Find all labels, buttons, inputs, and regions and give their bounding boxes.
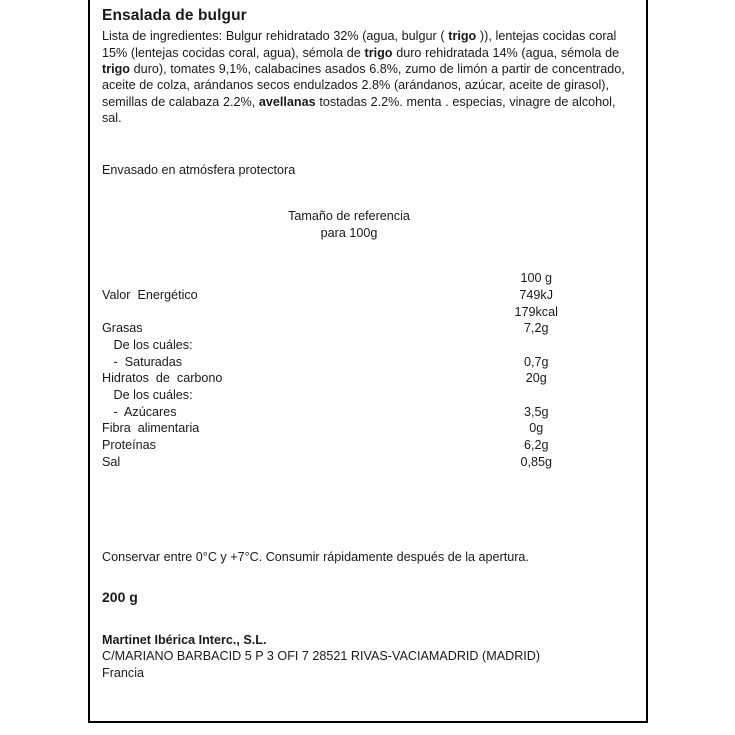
nutrient-value	[438, 337, 634, 354]
table-header-row	[102, 270, 634, 287]
nutrient-value: 0,85g	[520, 454, 552, 469]
reference-size-line-1: Tamaño de referencia	[288, 209, 410, 224]
nutrient-label: Hidratos de carbono	[102, 371, 223, 386]
column-header-100g: 100 g	[520, 271, 552, 286]
ingredient-text-segment: duro), tomates 9,1%, calabacines asados 6.8%, zumo de limón a partir de concentrado, aceite de colza, arándanos secos endulzados 2.8% (arándanos, azúcar, aceite de girasol), semillas de calabaza 2.2%,	[102, 61, 625, 109]
company-country: Francia	[102, 665, 144, 680]
nutrient-label: Grasas	[102, 321, 143, 336]
nutrient-value: 3,5g	[523, 404, 549, 419]
nutrient-value: 20g	[525, 371, 547, 386]
nutrient-value: 0g	[529, 421, 544, 436]
storage-instructions: Conservar entre 0°C y +7°C. Consumir rápidamente después de la apertura.	[102, 549, 529, 564]
table-row	[102, 337, 634, 354]
table-row	[102, 354, 634, 371]
nutrient-label: De los cuáles:	[110, 337, 193, 352]
page-title: Ensalada de bulgur	[102, 7, 247, 24]
nutrient-label: - Saturadas	[110, 354, 183, 369]
nutrient-value: 0,7g	[523, 354, 549, 369]
packaging-note: Envasado en atmósfera protectora	[102, 163, 296, 178]
nutrient-value: 6,2g	[523, 438, 549, 453]
ingredients-list	[102, 28, 634, 126]
nutrient-label: Sal	[102, 454, 121, 469]
nutrient-label: Proteínas	[102, 438, 156, 453]
nutrition-table	[102, 270, 634, 470]
nutrient-label-spacer	[102, 270, 438, 287]
table-row	[102, 404, 634, 421]
ingredient-text-segment: )), lentejas cocidas coral 15% (lentejas cocidas coral, agua), sémola de	[102, 29, 617, 60]
table-row	[102, 287, 634, 304]
nutrient-value: 749kJ	[519, 287, 553, 302]
company-address: C/MARIANO BARBACID 5 P 3 OFI 7 28521 RIVAS-VACIAMADRID (MADRID)	[102, 649, 541, 664]
company-name: Martinet Ibérica Interc., S.L.	[102, 632, 267, 647]
nutrient-value: 179kcal	[514, 304, 558, 319]
table-row	[102, 420, 634, 437]
allergen-highlight: avellanas	[258, 94, 316, 109]
reference-size-header	[194, 208, 504, 242]
ingredient-text-segment: duro rehidratada 14% (agua, sémola de	[392, 45, 620, 60]
nutrition-facts-section	[102, 208, 634, 470]
reference-size-line-2: para 100g	[320, 226, 378, 241]
nutrient-label: De los cuáles:	[110, 388, 193, 403]
nutrient-label	[102, 304, 438, 321]
nutrient-label: Fibra alimentaria	[102, 421, 200, 436]
allergen-highlight: trigo	[102, 61, 130, 76]
table-row	[102, 437, 634, 454]
label-footer	[102, 549, 634, 682]
nutrient-value: 7,2g	[523, 321, 549, 336]
nutrient-label: - Azúcares	[110, 404, 177, 419]
allergen-highlight: trigo	[364, 45, 393, 60]
net-weight: 200 g	[102, 588, 138, 605]
table-row	[102, 304, 634, 321]
nutrient-label: Valor Energético	[102, 287, 198, 302]
table-row	[102, 387, 634, 404]
table-row	[102, 454, 634, 471]
allergen-highlight: trigo	[448, 29, 477, 44]
label-content	[90, 0, 646, 681]
table-row	[102, 320, 634, 337]
ingredient-text-segment: Lista de ingredientes: Bulgur rehidratado 32% (agua, bulgur (	[102, 29, 449, 44]
nutrition-label-frame	[88, 0, 648, 723]
ingredient-text-segment: tostadas 2.2%. menta . especias, vinagre de alcohol, sal.	[102, 94, 616, 125]
table-row	[102, 370, 634, 387]
nutrient-value	[438, 387, 634, 404]
